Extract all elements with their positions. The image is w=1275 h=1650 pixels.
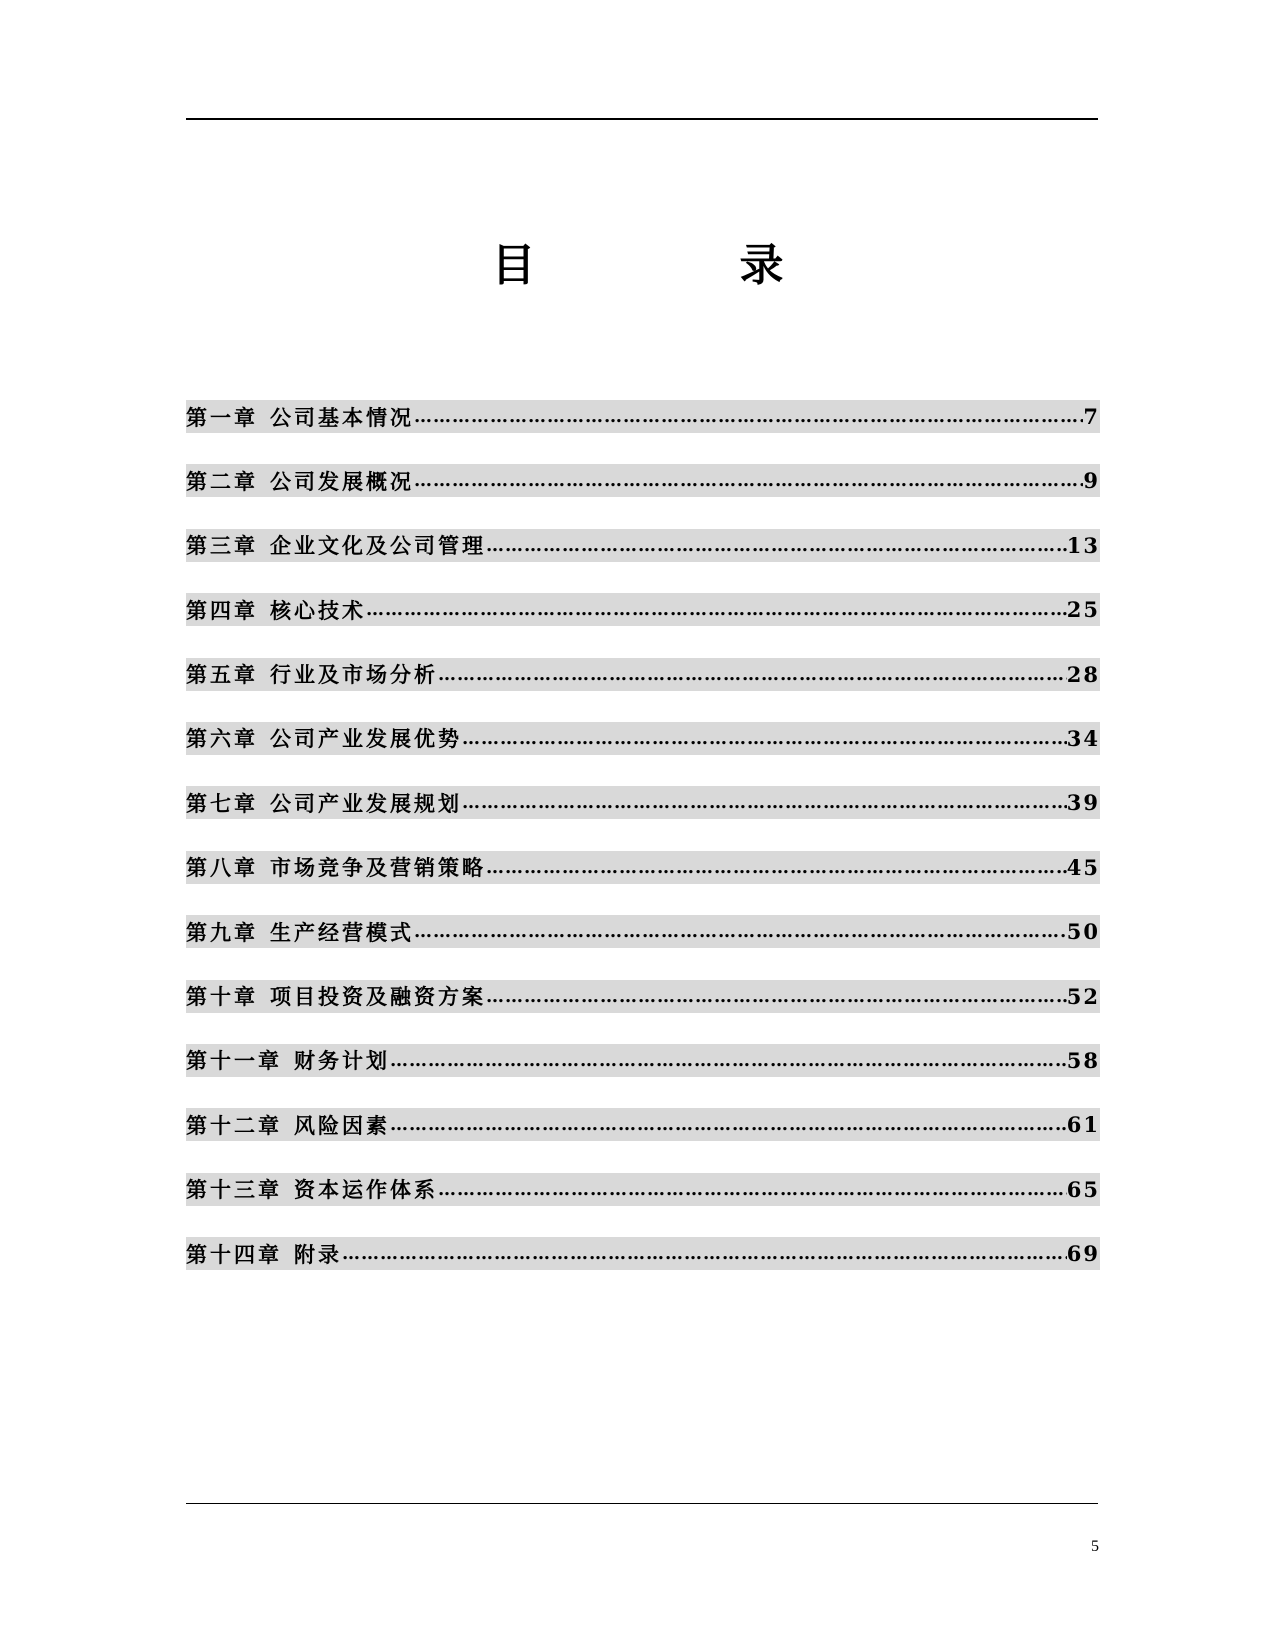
toc-page-number: 28: [1066, 661, 1100, 687]
toc-leader-dots: [414, 921, 1067, 942]
toc-chapter-label: 第一章: [186, 405, 258, 430]
toc-entry[interactable]: [186, 400, 1100, 433]
toc-entry-title: 生产经营模式: [270, 920, 414, 945]
toc-entry[interactable]: [186, 658, 1100, 691]
toc-entry[interactable]: [186, 593, 1100, 626]
toc-leader-dots: [486, 857, 1067, 878]
toc-entry-title: 行业及市场分析: [270, 663, 438, 688]
toc-page-number: 52: [1066, 983, 1100, 1009]
toc-page-number: 39: [1066, 790, 1100, 816]
toc-entry[interactable]: [186, 1173, 1100, 1206]
toc-entry-title: 公司产业发展优势: [270, 727, 462, 752]
toc-entry[interactable]: [186, 529, 1100, 562]
toc-entry[interactable]: [186, 464, 1100, 497]
toc-chapter-label: 第四章: [186, 598, 258, 623]
toc-chapter-label: 第九章: [186, 920, 258, 945]
toc-entry-title: 附录: [294, 1242, 342, 1267]
page-number: 5: [1091, 1538, 1099, 1555]
footer-rule: [186, 1503, 1098, 1504]
toc-page-number: 34: [1066, 725, 1100, 751]
toc-chapter-label: 第十章: [186, 985, 258, 1010]
toc-entry[interactable]: [186, 851, 1100, 884]
toc-leader-dots: [486, 986, 1067, 1007]
toc-entry-title: 核心技术: [270, 598, 366, 623]
toc-entry-title: 风险因素: [294, 1113, 390, 1138]
toc-chapter-label: 第五章: [186, 663, 258, 688]
toc-entry-title: 公司产业发展规划: [270, 791, 462, 816]
header-rule: [186, 118, 1098, 120]
toc-page-number: 50: [1066, 919, 1100, 945]
toc-entry[interactable]: [186, 980, 1100, 1013]
toc-entry[interactable]: [186, 786, 1100, 819]
toc-leader-dots: [390, 1050, 1067, 1071]
toc-page-number: 69: [1066, 1241, 1100, 1267]
toc-leader-dots: [486, 535, 1067, 556]
toc-entry-title: 财务计划: [294, 1049, 390, 1074]
toc-page-number: 58: [1066, 1047, 1100, 1073]
toc-entry-title: 企业文化及公司管理: [270, 534, 486, 559]
toc-entry[interactable]: [186, 1044, 1100, 1077]
toc-chapter-label: 第七章: [186, 791, 258, 816]
toc-leader-dots: [414, 406, 1083, 427]
toc-page-number: 61: [1066, 1112, 1100, 1138]
toc-entry-title: 项目投资及融资方案: [270, 985, 486, 1010]
toc-leader-dots: [342, 1243, 1067, 1264]
table-of-contents: [186, 400, 1100, 1301]
toc-leader-dots: [414, 470, 1083, 491]
toc-chapter-label: 第六章: [186, 727, 258, 752]
toc-chapter-label: 第十一章: [186, 1049, 282, 1074]
toc-entry[interactable]: [186, 722, 1100, 755]
toc-entry-title: 资本运作体系: [294, 1178, 438, 1203]
toc-chapter-label: 第十三章: [186, 1178, 282, 1203]
toc-page-number: 65: [1066, 1176, 1100, 1202]
toc-entry[interactable]: [186, 915, 1100, 948]
toc-chapter-label: 第八章: [186, 856, 258, 881]
toc-page-number: 45: [1066, 854, 1100, 880]
toc-chapter-label: 第三章: [186, 534, 258, 559]
toc-leader-dots: [390, 1114, 1067, 1135]
toc-chapter-label: 第十二章: [186, 1113, 282, 1138]
toc-page-number: 9: [1083, 468, 1100, 494]
toc-leader-dots: [366, 599, 1067, 620]
toc-leader-dots: [438, 1179, 1067, 1200]
toc-leader-dots: [438, 664, 1067, 685]
toc-entry[interactable]: [186, 1237, 1100, 1270]
toc-page-number: 13: [1066, 532, 1100, 558]
toc-entry-title: 公司发展概况: [270, 469, 414, 494]
toc-entry-title: 市场竞争及营销策略: [270, 856, 486, 881]
toc-chapter-label: 第二章: [186, 469, 258, 494]
toc-leader-dots: [462, 728, 1067, 749]
toc-entry-title: 公司基本情况: [270, 405, 414, 430]
toc-leader-dots: [462, 792, 1067, 813]
toc-page-number: 7: [1083, 404, 1100, 429]
toc-chapter-label: 第十四章: [186, 1242, 282, 1267]
page-title: 目 录: [491, 240, 864, 291]
toc-page-number: 25: [1066, 597, 1100, 623]
toc-entry[interactable]: [186, 1108, 1100, 1141]
